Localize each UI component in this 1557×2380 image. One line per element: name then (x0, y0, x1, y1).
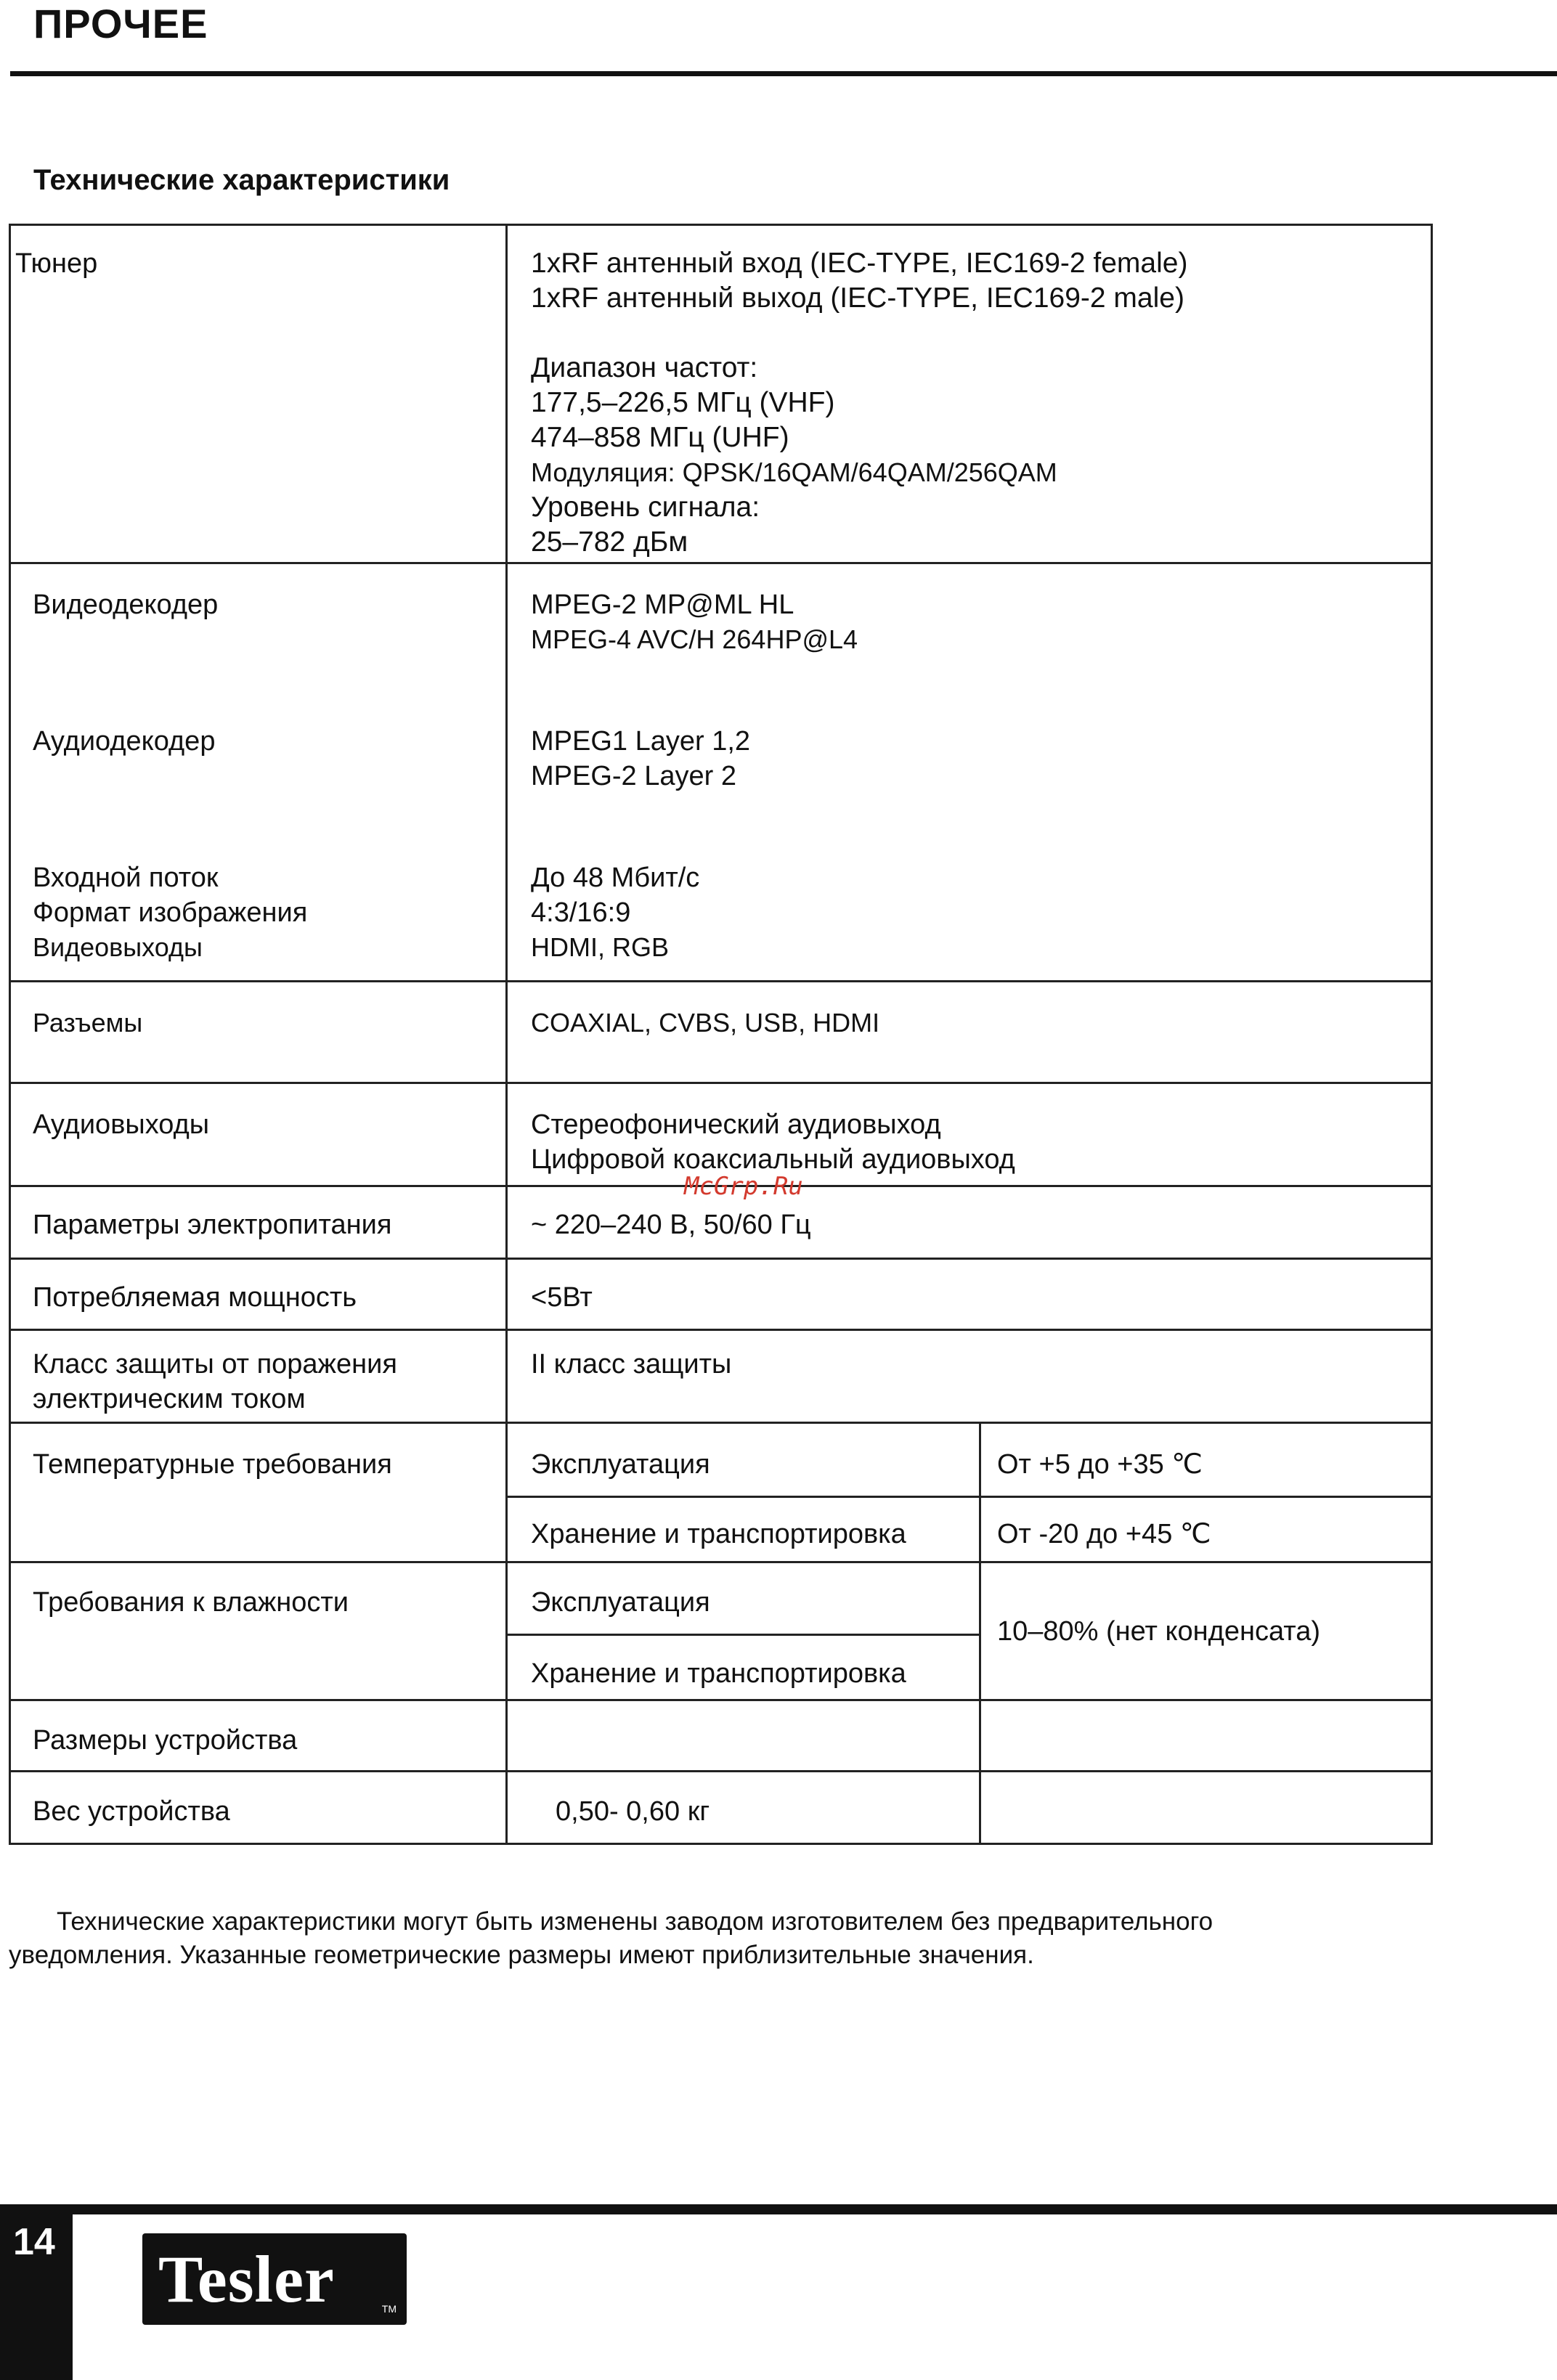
logo-trademark: TM (381, 2303, 397, 2315)
spec-value: Стереофонический аудиовыход Цифровой коаксиальный аудиовыход (507, 1083, 1432, 1186)
watermark: McGrp.Ru (684, 1172, 803, 1201)
footer-divider (0, 2204, 1557, 2214)
footnote (9, 1905, 1432, 1972)
spec-label: Размеры устройства (10, 1700, 507, 1772)
spec-value-extra (980, 1772, 1432, 1844)
table-row (10, 1772, 1432, 1844)
specs-heading: Технические характеристики (33, 164, 450, 196)
specs-table (9, 224, 1433, 1845)
spec-mode: Хранение и транспортировка (507, 1635, 980, 1700)
spec-value: От +5 до +35 ℃ (980, 1423, 1432, 1497)
brand-logo (142, 2233, 407, 2325)
table-row (10, 563, 1432, 982)
spec-mode: Хранение и транспортировка (507, 1497, 980, 1562)
footnote-line: Технические характеристики могут быть изменены заводом изготовителем без предварительного (57, 1907, 1214, 1936)
spec-value: MPEG-2 MP@ML HL MPEG-4 AVC/H 264HP@L4 MPEG1 Layer 1,2 MPEG-2 Layer 2 До 48 Мбит/с 4:3/16:9 HDMI, RGB (507, 563, 1432, 982)
table-row (10, 1700, 1432, 1772)
logo-text: Tesler (158, 2242, 335, 2316)
spec-label: Аудиовыходы (10, 1083, 507, 1186)
spec-value: COAXIAL, CVBS, USB, HDMI (507, 982, 1432, 1083)
spec-mode: Эксплуатация (507, 1562, 980, 1635)
title-divider (10, 71, 1557, 76)
table-row (10, 1423, 1432, 1497)
section-title: ПРОЧЕЕ (33, 1, 208, 46)
spec-label: Параметры электропитания (10, 1186, 507, 1259)
spec-label: Разъемы (10, 982, 507, 1083)
spec-label: Тюнер (10, 225, 507, 563)
spec-mode: Эксплуатация (507, 1423, 980, 1497)
spec-value: 10–80% (нет конденсата) (980, 1562, 1432, 1700)
spec-value: ~ 220–240 В, 50/60 Гц (507, 1186, 1432, 1259)
table-row (10, 1330, 1432, 1423)
spec-label: Видеодекодер Аудиодекодер Входной поток Формат изображения Видеовыходы (10, 563, 507, 982)
spec-label: Класс защиты от поражения электрическим током (10, 1330, 507, 1423)
spec-label: Вес устройства (10, 1772, 507, 1844)
spec-value: От -20 до +45 ℃ (980, 1497, 1432, 1562)
spec-value (507, 1700, 980, 1772)
spec-value: II класс защиты (507, 1330, 1432, 1423)
table-row (10, 1083, 1432, 1186)
spec-value: 0,50- 0,60 кг (507, 1772, 980, 1844)
spec-value: 1xRF антенный вход (IEC-TYPE, IEC169-2 female) 1xRF антенный выход (IEC-TYPE, IEC169-2 male) Диапазон частот: 177,5–226,5 МГц (VHF) 474–858 МГц (UHF) Модуляция: QPSK/16QAM/64QAM/256QAM Уровень сигнала: 25–782 дБм (507, 225, 1432, 563)
table-row (10, 1562, 1432, 1635)
spec-value: <5Вт (507, 1259, 1432, 1330)
spec-label: Потребляемая мощность (10, 1259, 507, 1330)
spec-label: Температурные требования (10, 1423, 507, 1562)
table-row (10, 982, 1432, 1083)
table-row (10, 225, 1432, 563)
footnote-line: уведомления. Указанные геометрические размеры имеют приблизительные значения. (9, 1941, 1034, 1969)
table-row (10, 1259, 1432, 1330)
spec-label: Требования к влажности (10, 1562, 507, 1700)
spec-value-extra (980, 1700, 1432, 1772)
page-number: 14 (13, 2221, 55, 2263)
